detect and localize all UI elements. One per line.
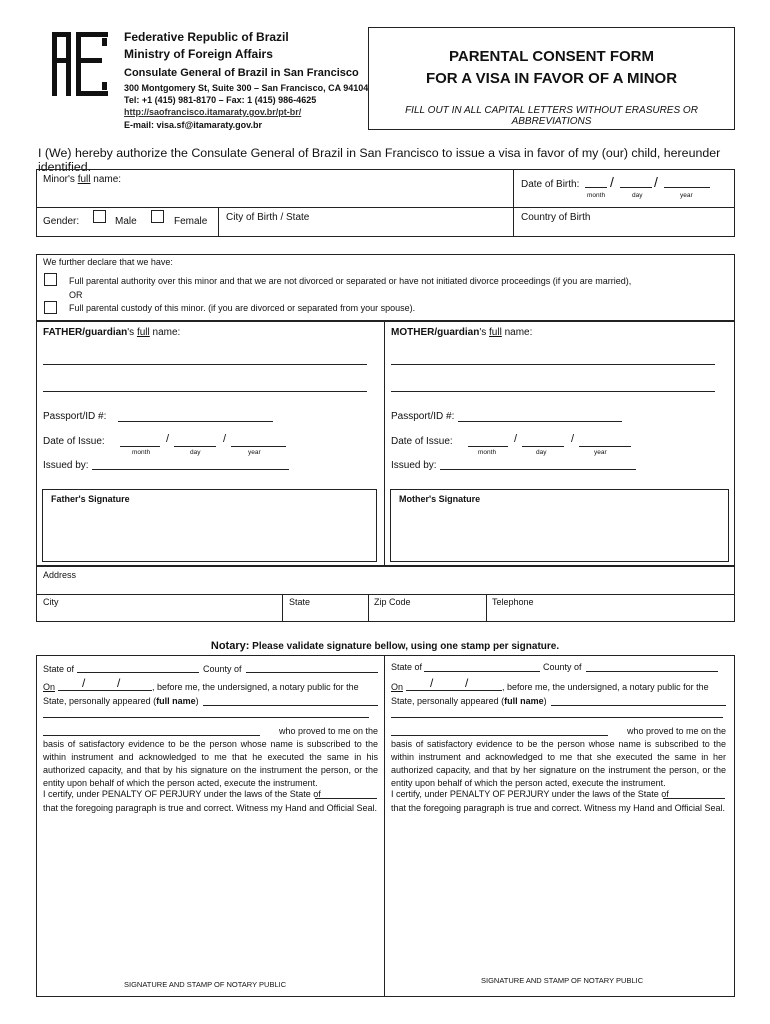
notary-right-before-me: , before me, the undersigned, a notary public for the — [502, 682, 709, 692]
declaration-intro: We further declare that we have: — [43, 257, 173, 267]
notary-right-name-field-3[interactable] — [391, 735, 608, 736]
header-consulate: Consulate General of Brazil in San Francisco — [124, 67, 359, 79]
parental-custody-checkbox[interactable] — [44, 301, 57, 314]
mother-issue-label: Date of Issue: — [391, 436, 453, 447]
mother-issue-month-caption: month — [478, 449, 497, 456]
notary-right-on-label: On — [391, 682, 404, 692]
notary-right-date-field[interactable] — [406, 690, 502, 691]
father-issue-day-caption: day — [190, 449, 201, 456]
mother-passport-label: Passport/ID #: — [391, 411, 455, 422]
notary-left-body: basis of satisfactory evidence to be the person whose name is subscribed to the within instrument and acknowledged to me that he executed the same in his authorized capacity, and that by his signature on the instrument the person, or the entity upon behalf of which the person acted, execute the instrument. — [43, 739, 378, 788]
notary-right-foregoing: that the foregoing paragraph is true and correct. Witness my Hand and Official Seal. — [391, 803, 726, 813]
address-label: Address — [43, 570, 77, 580]
father-name-field-1[interactable] — [43, 364, 367, 365]
father-name-field-2[interactable] — [43, 391, 367, 392]
notary-right-appeared-field[interactable] — [551, 705, 726, 706]
notary-right-county-field[interactable] — [586, 671, 718, 672]
notary-right-certify-field[interactable] — [663, 798, 725, 799]
notary-left-appeared-field[interactable] — [203, 705, 378, 706]
header-country: Federative Republic of Brazil — [124, 30, 289, 44]
father-issue-month-caption: month — [132, 449, 151, 456]
father-name-label: FATHER/guardian's full name: — [43, 327, 181, 338]
father-issued-by-field[interactable] — [92, 469, 289, 470]
notary-left-who-proved: who proved to me on the — [278, 726, 378, 736]
mother-issue-day-caption: day — [536, 449, 547, 456]
form-title-line1: PARENTAL CONSENT FORM — [449, 48, 654, 65]
notary-left-foregoing: that the foregoing paragraph is true and correct. Witness my Hand and Official Seal. — [43, 803, 378, 813]
notary-box — [36, 655, 735, 997]
dob-day-field[interactable] — [620, 187, 652, 188]
authorization-statement: I (We) hereby authorize the Consulate General of Brazil in San Francisco to issue a visa in favor of my (our) child, hereunder identified. — [38, 146, 721, 174]
city-of-birth-label: City of Birth / State — [226, 212, 310, 223]
notary-right-state-label: State of — [391, 662, 423, 672]
mother-signature-label: Mother's Signature — [399, 494, 481, 504]
female-checkbox[interactable] — [151, 210, 164, 223]
mother-name-label: MOTHER/guardian's full name: — [391, 327, 533, 338]
notary-right-name-field-2[interactable] — [391, 717, 723, 718]
father-issue-day[interactable] — [174, 446, 216, 447]
parental-custody-text: Full parental custody of this minor. (if you are divorced or separated from your spouse). — [69, 303, 416, 313]
notary-left-on-label: On — [43, 682, 56, 692]
mother-passport-field[interactable] — [458, 421, 622, 422]
declaration-or: OR — [69, 290, 83, 300]
notary-left-certify: I certify, under PENALTY OF PERJURY under the laws of the State of — [43, 789, 321, 799]
notary-left-name-field-3[interactable] — [43, 735, 260, 736]
dob-month-caption: month — [587, 192, 606, 199]
header-url-link[interactable]: http://saofrancisco.itamaraty.gov.br/pt-br/ — [124, 107, 302, 117]
mother-name-field-2[interactable] — [391, 391, 715, 392]
notary-heading: Notary: Please validate signature bellow, using one stamp per signature. — [210, 640, 560, 652]
notary-right-county-label: County of — [543, 662, 582, 672]
father-passport-label: Passport/ID #: — [43, 411, 107, 422]
notary-left-certify-field[interactable] — [315, 798, 377, 799]
parental-authority-text: Full parental authority over this minor and that we are not divorced or separated or have not initiated divorce proceedings (if you are married), — [69, 276, 632, 286]
state-label: State — [289, 597, 311, 607]
form-instruction: FILL OUT IN ALL CAPITAL LETTERS WITHOUT ERASURES OR ABBREVIATIONS — [405, 105, 698, 127]
header-address: 300 Montgomery St, Suite 300 – San Francisco, CA 94104 — [124, 83, 369, 93]
notary-left-county-label: County of — [203, 664, 242, 674]
notary-left-before-me: , before me, the undersigned, a notary public for the — [152, 682, 359, 692]
father-issue-year-caption: year — [248, 449, 261, 456]
form-title-line2: FOR A VISA IN FAVOR OF A MINOR — [425, 70, 678, 87]
dob-year-field[interactable] — [664, 187, 710, 188]
notary-left-state-label: State of — [43, 664, 75, 674]
gender-label: Gender: — [43, 216, 80, 227]
father-passport-field[interactable] — [118, 421, 273, 422]
dob-label: Date of Birth: — [521, 179, 580, 190]
header-phone: Tel: +1 (415) 981-8170 – Fax: 1 (415) 986-4625 — [124, 95, 317, 105]
notary-left-stamp-label: SIGNATURE AND STAMP OF NOTARY PUBLIC — [124, 980, 287, 989]
notary-left-state-field[interactable] — [77, 672, 199, 673]
female-label: Female — [174, 216, 208, 227]
mother-name-field-1[interactable] — [391, 364, 715, 365]
telephone-label: Telephone — [492, 597, 534, 607]
father-issue-label: Date of Issue: — [43, 436, 105, 447]
notary-right-certify: I certify, under PENALTY OF PERJURY under the laws of the State of — [391, 789, 669, 799]
male-label: Male — [115, 216, 137, 227]
parental-authority-checkbox[interactable] — [44, 273, 57, 286]
dob-month-field[interactable] — [585, 187, 607, 188]
country-of-birth-label: Country of Birth — [521, 212, 591, 223]
notary-left-appeared: State, personally appeared (full name) — [43, 696, 199, 706]
notary-left-county-field[interactable] — [246, 672, 378, 673]
dob-year-caption: year — [680, 192, 693, 199]
mother-issue-year-caption: year — [594, 449, 607, 456]
mother-issued-by-field[interactable] — [440, 469, 636, 470]
mother-issue-year[interactable] — [579, 446, 631, 447]
header-ministry: Ministry of Foreign Affairs — [124, 47, 273, 61]
father-issue-year[interactable] — [231, 446, 286, 447]
mother-issue-month[interactable] — [468, 446, 508, 447]
notary-left-date-field[interactable] — [58, 690, 152, 691]
notary-right-stamp-label: SIGNATURE AND STAMP OF NOTARY PUBLIC — [481, 976, 644, 985]
notary-right-appeared: State, personally appeared (full name) — [391, 696, 547, 706]
notary-left-name-field-2[interactable] — [43, 717, 369, 718]
father-issued-by-label: Issued by: — [43, 460, 89, 471]
notary-right-body: basis of satisfactory evidence to be the person whose name is subscribed to the within instrument and acknowledged to me that she executed the same in her authorized capacity, and that by her signature on the instrument the person, or the entity upon behalf of which the person acted, execute the instrument. — [391, 739, 726, 788]
mother-issue-day[interactable] — [522, 446, 564, 447]
header-email: E-mail: visa.sf@itamaraty.gov.br — [124, 120, 262, 130]
father-signature-label: Father's Signature — [51, 494, 130, 504]
dob-day-caption: day — [632, 192, 643, 199]
male-checkbox[interactable] — [93, 210, 106, 223]
notary-right-state-field[interactable] — [424, 671, 540, 672]
consulate-logo — [50, 28, 114, 100]
mother-issued-by-label: Issued by: — [391, 460, 437, 471]
city-label: City — [43, 597, 59, 607]
minor-name-label: Minor's full name: — [43, 174, 122, 185]
minor-box — [36, 169, 735, 237]
zip-label: Zip Code — [374, 597, 411, 607]
father-issue-month[interactable] — [120, 446, 160, 447]
notary-right-who-proved: who proved to me on the — [626, 726, 726, 736]
